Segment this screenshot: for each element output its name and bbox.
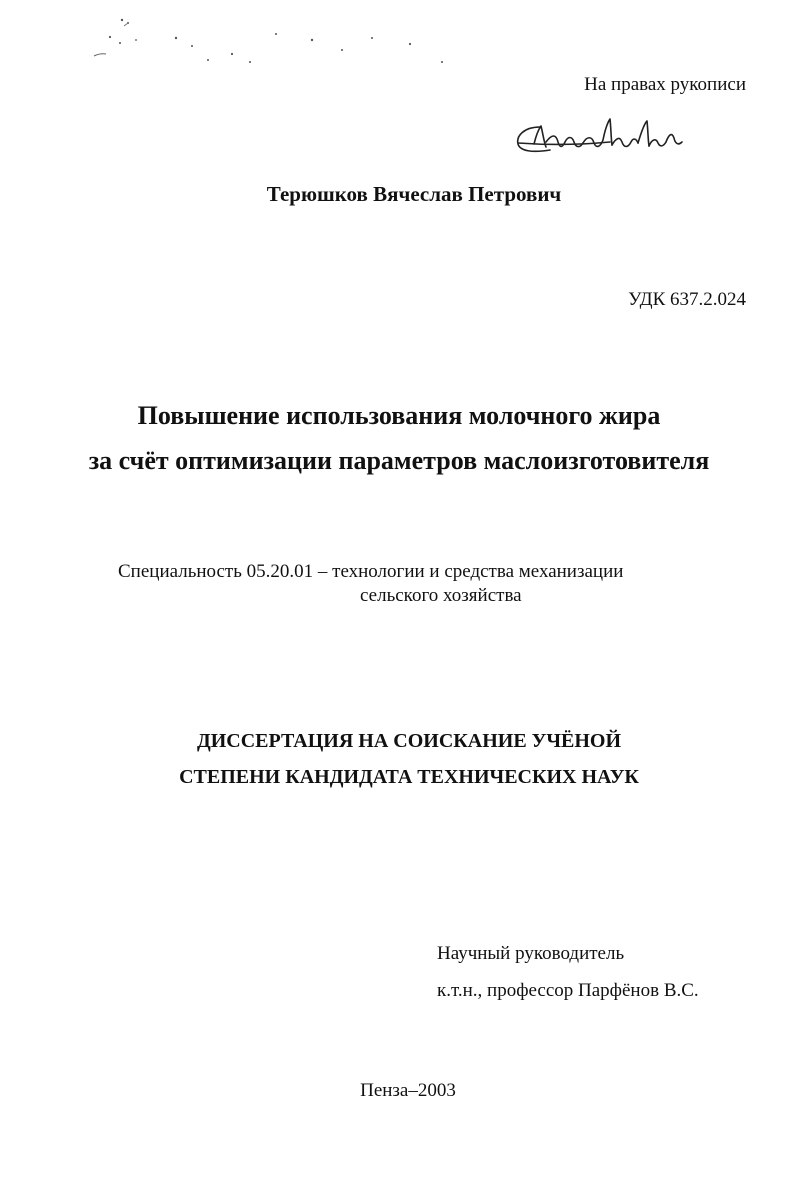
- specialty-line-2: сельского хозяйства: [360, 585, 522, 606]
- city-year: Пенза–2003: [360, 1080, 456, 1101]
- author-name: Терюшков Вячеслав Петрович: [266, 182, 562, 206]
- rights-notice: На правах рукописи: [584, 74, 746, 95]
- title-line-1: Повышение использования молочного жира: [137, 401, 661, 430]
- udk-code: УДК 637.2.024: [628, 289, 746, 310]
- title-line-2: за счёт оптимизации параметров маслоизготовителя: [88, 446, 710, 475]
- advisor-role: Научный руководитель: [437, 943, 625, 964]
- scientific-advisor: [437, 935, 699, 1009]
- scan-noise-marks: [80, 10, 460, 70]
- degree-statement: [0, 723, 798, 795]
- specialty: [118, 560, 718, 608]
- dissertation-title: [0, 393, 798, 483]
- advisor-name: к.т.н., профессор Парфёнов В.С.: [437, 980, 699, 1001]
- specialty-line-1: Специальность 05.20.01 – технологии и средства механизации: [118, 561, 624, 582]
- degree-line-1: ДИССЕРТАЦИЯ НА СОИСКАНИЕ УЧЁНОЙ: [196, 730, 622, 752]
- handwritten-signature: [510, 112, 695, 167]
- degree-line-2: СТЕПЕНИ КАНДИДАТА ТЕХНИЧЕСКИХ НАУК: [179, 766, 639, 788]
